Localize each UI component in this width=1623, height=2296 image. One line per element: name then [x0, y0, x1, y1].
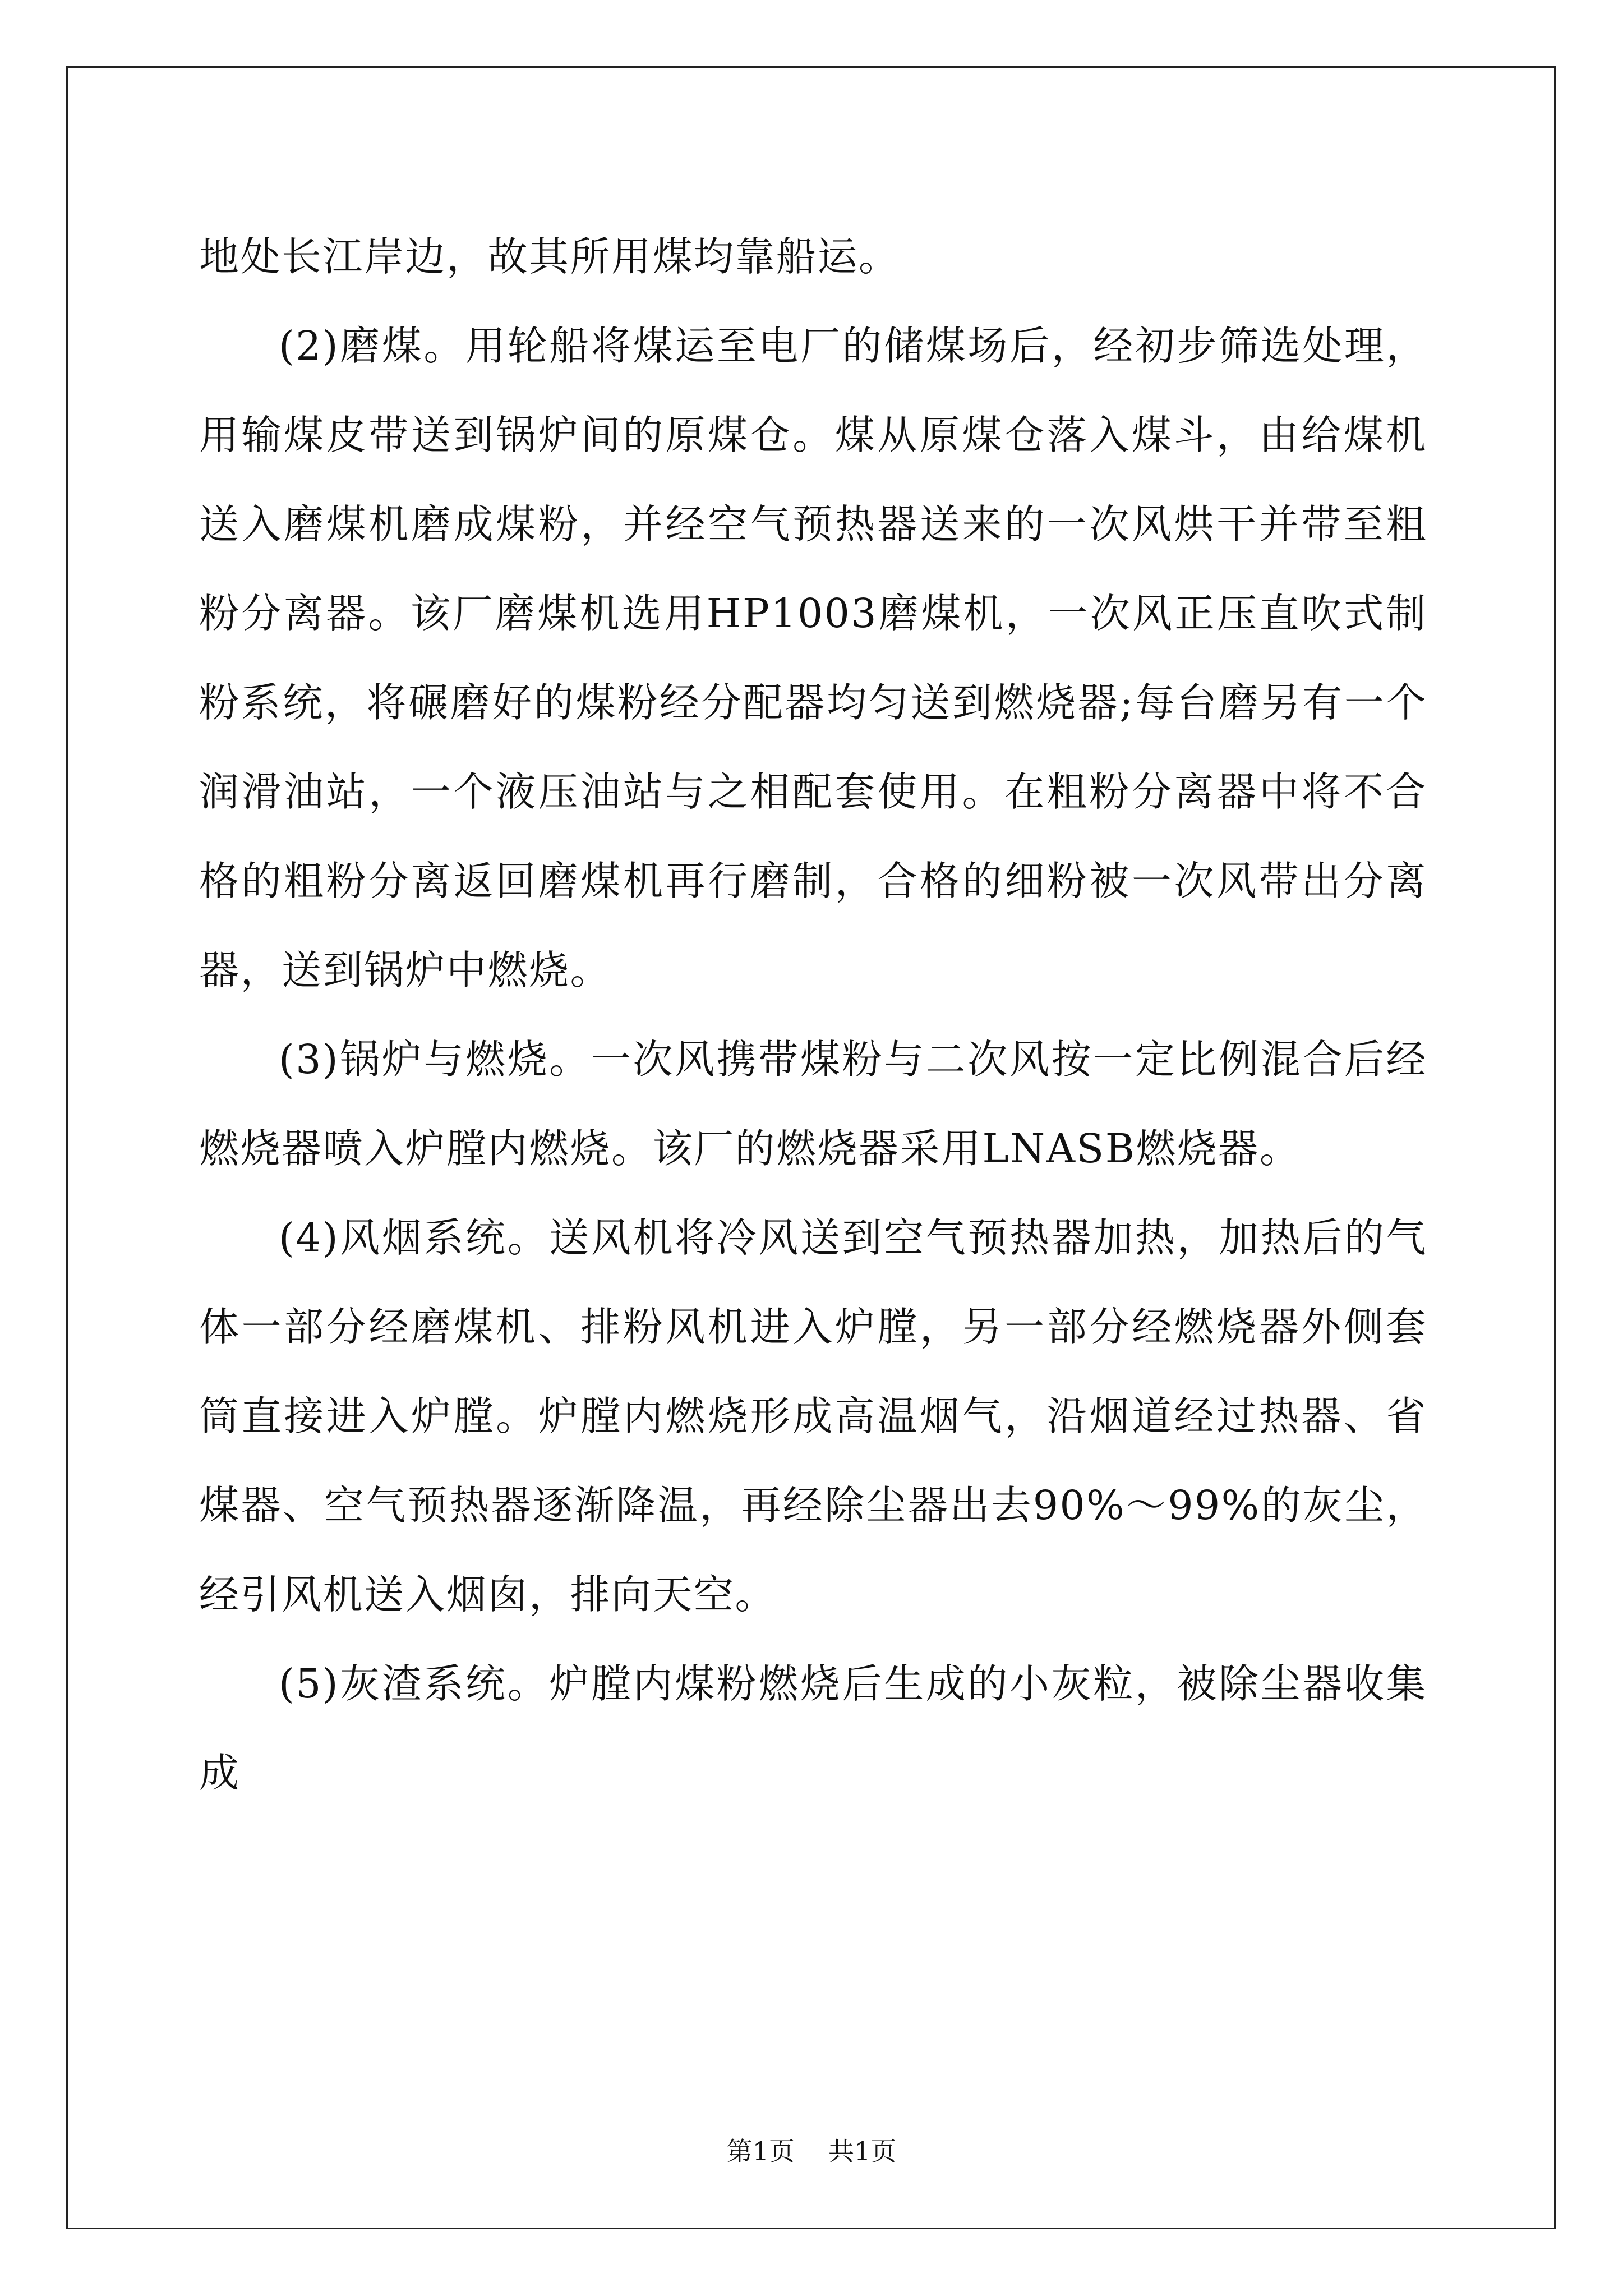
paragraph-continuation: 地处长江岸边，故其所用煤均靠船运。 [199, 233, 900, 280]
paragraph-air-flue-system: (4)风烟系统。送风机将冷风送到空气预热器加热，加热后的气体一部分经磨煤机、排粉风机进入炉膛，另一部分经燃烧器外侧套筒直接进入炉膛。炉膛内燃烧形成高温烟气，沿烟道经过热器、省煤器、空气预热器逐渐降温，再经除尘器出去90%～99%的灰尘，经引风机送入烟囱，排向天空。 [199, 1214, 1427, 1618]
document-body [199, 212, 1427, 1818]
page-footer [0, 2134, 1623, 2168]
paragraph-coal-grinding: (2)磨煤。用轮船将煤运至电厂的储煤场后，经初步筛选处理，用输煤皮带送到锅炉间的原煤仓。煤从原煤仓落入煤斗，由给煤机送入磨煤机磨成煤粉，并经空气预热器送来的一次风烘干并带至粗粉分离器。该厂磨煤机选用HP1003磨煤机，一次风正压直吹式制粉系统，将碾磨好的煤粉经分配器均匀送到燃烧器;每台磨另有一个润滑油站，一个液压油站与之相配套使用。在粗粉分离器中将不合格的粗粉分离返回磨煤机再行磨制，合格的细粉被一次风带出分离器，送到锅炉中燃烧。 [199, 323, 1427, 993]
page-number-total: 共1页 [828, 2136, 897, 2166]
page-number-current: 第1页 [726, 2136, 795, 2166]
paragraph-ash-slag-system: (5)灰渣系统。炉膛内煤粉燃烧后生成的小灰粒，被除尘器收集成 [199, 1660, 1427, 1796]
paragraph-boiler-combustion: (3)锅炉与燃烧。一次风携带煤粉与二次风按一定比例混合后经燃烧器喷入炉膛内燃烧。该厂的燃烧器采用LNASB燃烧器。 [199, 1036, 1427, 1172]
